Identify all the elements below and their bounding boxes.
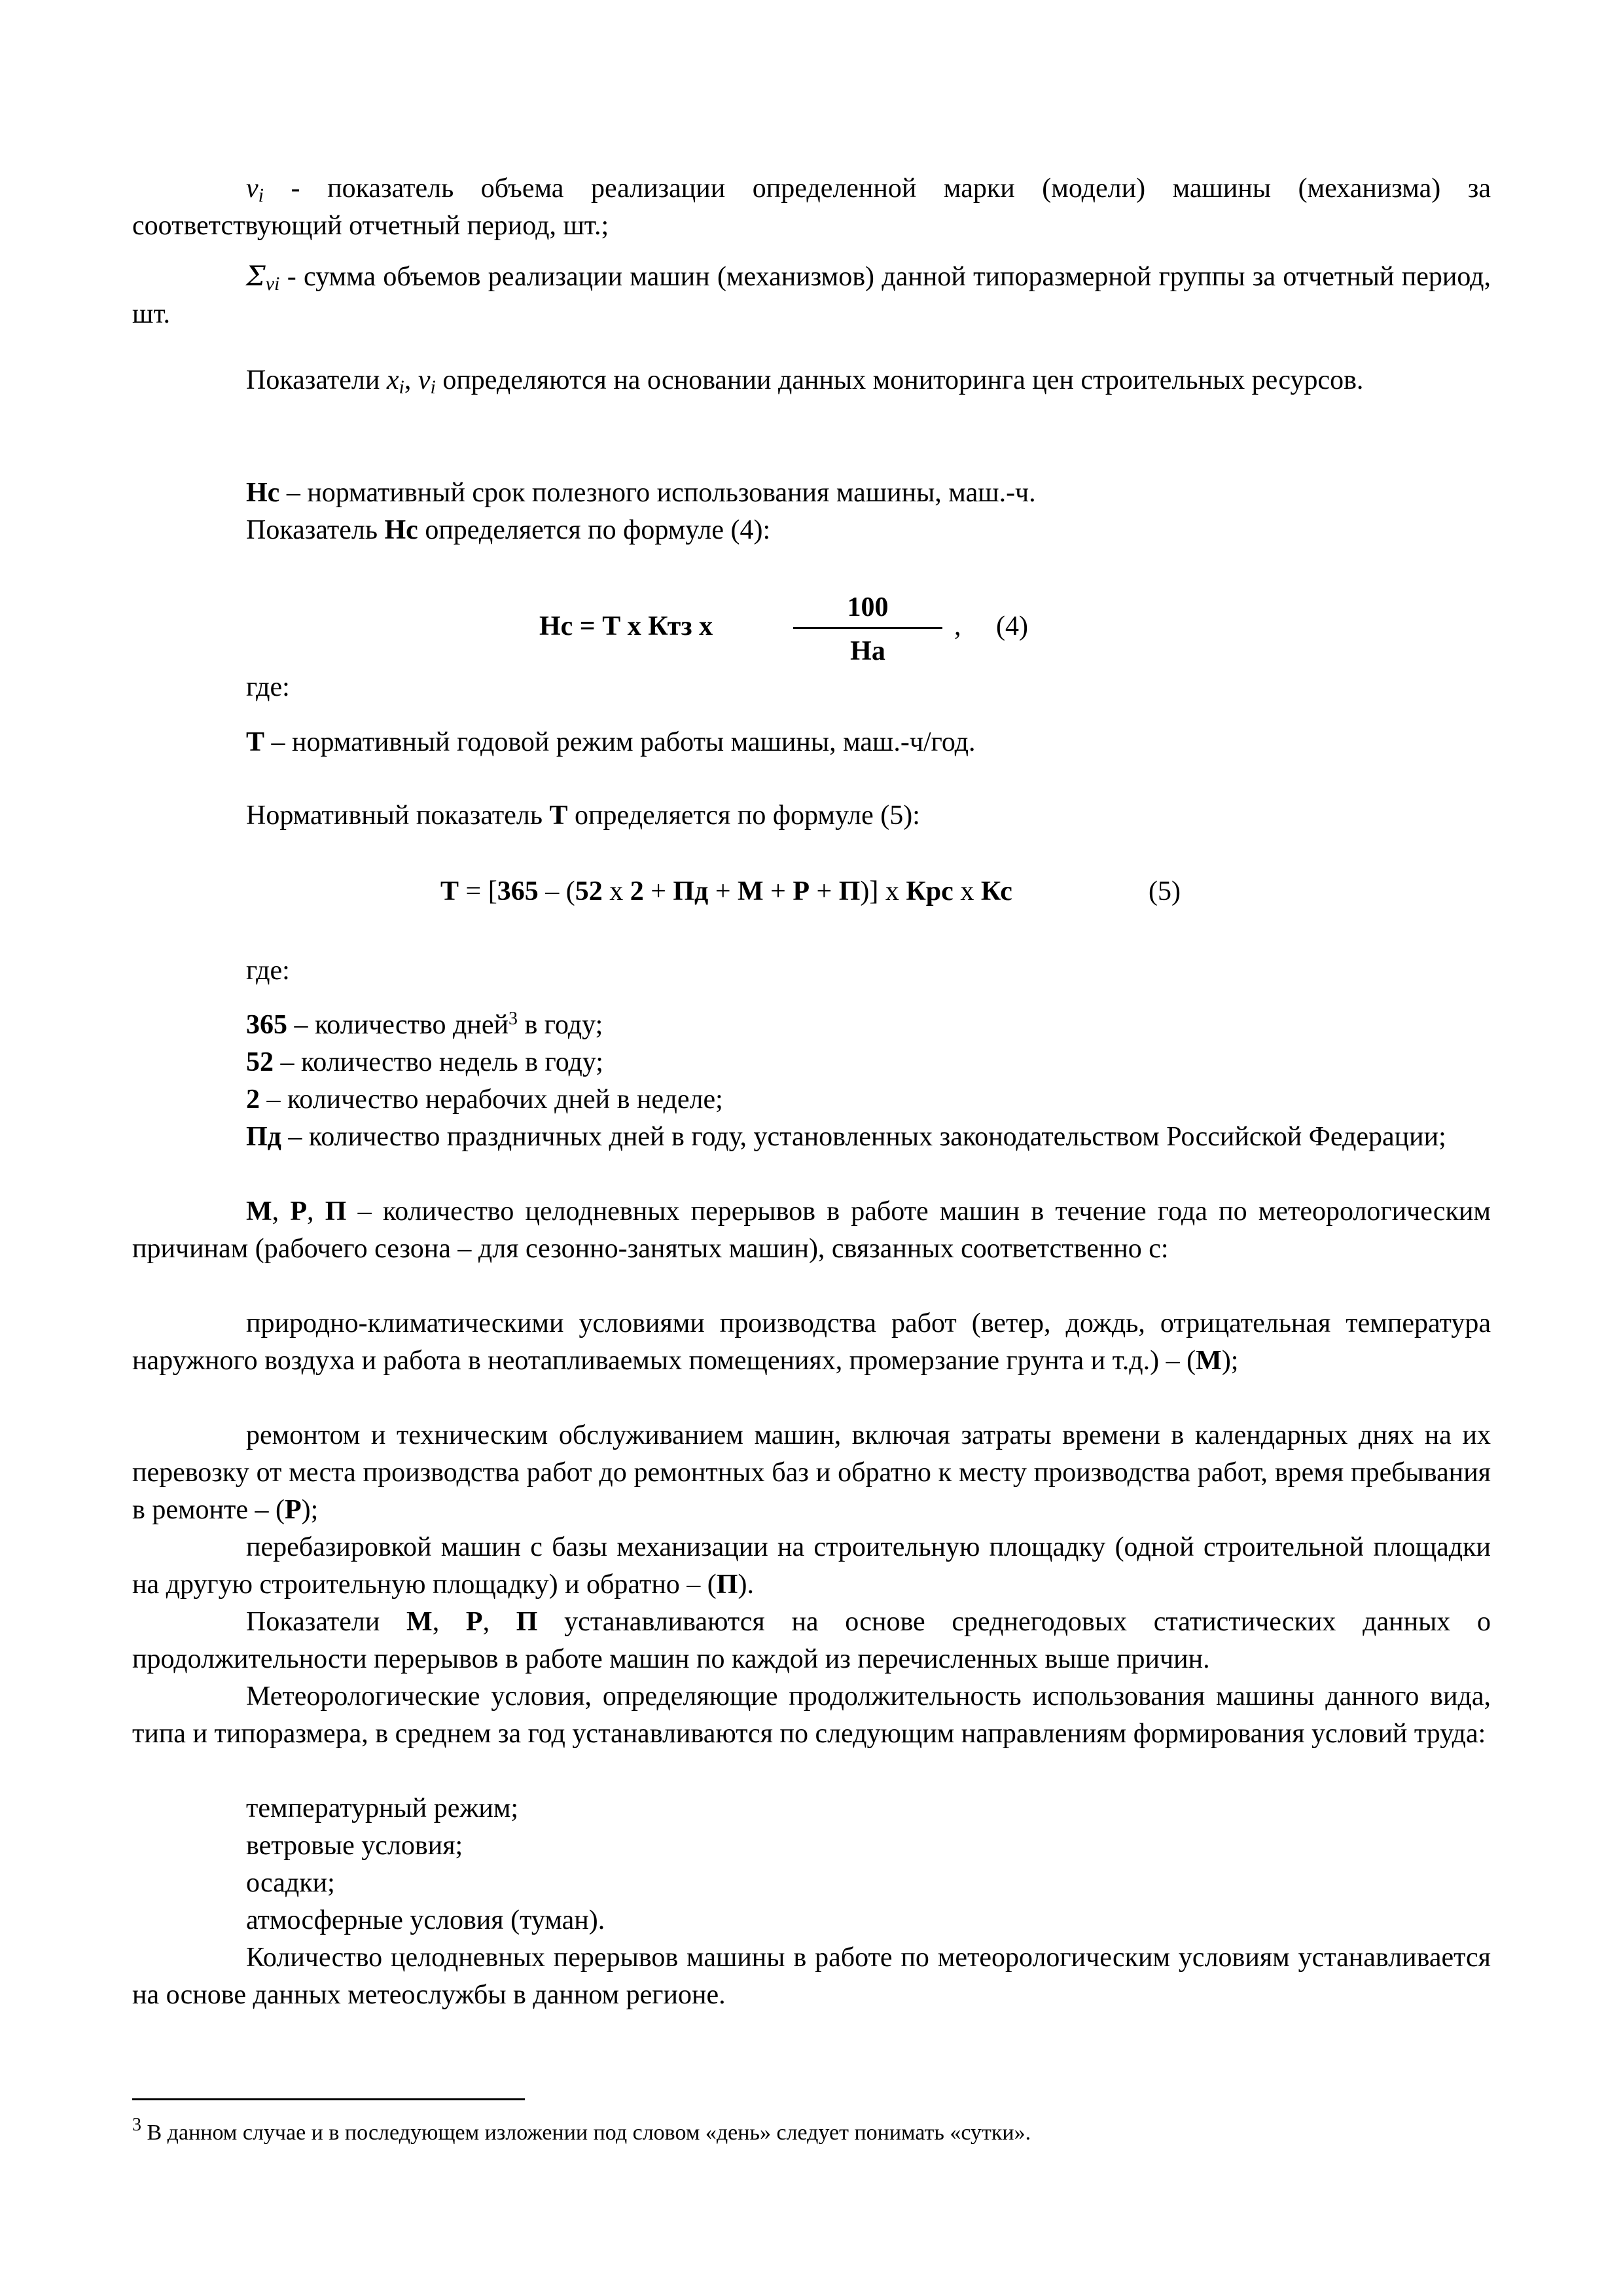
f5-minus: – ( (538, 876, 575, 906)
f5-plus4: + (810, 876, 839, 906)
comma: , (272, 1196, 291, 1227)
sum-subscript: vi (265, 273, 280, 295)
formula-4-lhs: Нс = Т х Ктз х (539, 611, 713, 641)
cause-m-term: М (1196, 1346, 1222, 1376)
sum-definition (132, 257, 1491, 333)
vi-text: - показатель объема реализации определенной марки (модели) машины (механизма) за соответствующий отчетный период, шт.; (132, 173, 1491, 241)
hc-term: Нс (246, 478, 280, 508)
text-365: – количество дней (287, 1010, 508, 1040)
cause-p-term: П (716, 1570, 738, 1600)
list-item-pd (132, 1119, 1491, 1156)
formula-5-number: (5) (1149, 876, 1181, 906)
term-2: 2 (246, 1085, 260, 1115)
term-m: М (406, 1607, 433, 1637)
text-2: – количество нерабочих дней в неделе; (260, 1085, 723, 1115)
t-intro-start: Нормативный показатель (246, 800, 550, 831)
t-intro-term: Т (549, 800, 568, 831)
f5-plus1: + (643, 876, 673, 906)
indicators-comma: , (404, 365, 418, 395)
formula-4-number: (4) (996, 611, 1028, 641)
formula-4-comma: , (954, 611, 961, 641)
meteo-item: температурный режим; (246, 1793, 519, 1823)
mrp-basis (132, 1604, 1491, 1678)
f5-2: 2 (630, 876, 644, 906)
f5-plus3: + (763, 876, 793, 906)
cause-m-close: ); (1221, 1346, 1239, 1376)
f5-t: Т (440, 876, 459, 906)
indicators-paragraph (132, 362, 1491, 399)
vi-subscript: i (258, 185, 264, 206)
list-item-365 (132, 1007, 1491, 1044)
cause-p-close: ). (738, 1570, 754, 1600)
comma: , (432, 1607, 466, 1637)
footnote (132, 2115, 1491, 2148)
where-2: где: (246, 956, 290, 986)
list-item-mrp (132, 1193, 1491, 1268)
f5-times2: х (953, 876, 981, 906)
f5-ks: Кс (980, 876, 1012, 906)
text-365-tail: в году; (517, 1010, 603, 1040)
t-intro-end: определяется по формуле (5): (567, 800, 920, 831)
hc-intro-term: Нс (384, 515, 418, 545)
x-subscript: i (399, 376, 404, 398)
f5-eq: = [ (459, 876, 497, 906)
footnote-mark: 3 (508, 1009, 518, 1029)
list-item-2 (132, 1081, 1491, 1119)
cause-r-term: Р (285, 1495, 302, 1525)
mrp-basis-end: устанавливаются на основе среднегодовых статистических данных о продолжительности перерывов в работе машин по каждой из перечисленных выше причин. (132, 1607, 1491, 1674)
cause-r (132, 1417, 1491, 1529)
f5-krs: Крс (906, 876, 954, 906)
comma: , (482, 1607, 516, 1637)
term-p: П (516, 1607, 538, 1637)
f5-times: х (602, 876, 630, 906)
fraction-bar (793, 627, 942, 629)
hc-intro (132, 512, 1491, 549)
text-52: – количество недель в году; (274, 1047, 603, 1077)
hc-definition (132, 475, 1491, 512)
t-term: Т (246, 727, 265, 757)
f5-r: Р (793, 876, 810, 906)
cause-m-text: природно-климатическими условиями производства работ (ветер, дождь, отрицательная температура наружного воздуха и работа в неотапливаемых помещениях, промерзание грунта и т.д.) – ( (132, 1308, 1491, 1376)
v-subscript: i (430, 376, 436, 398)
term-r: Р (290, 1196, 308, 1227)
term-r: Р (465, 1607, 483, 1637)
footnote-text: В данном случае и в последующем изложении под словом «день» следует понимать «сутки». (141, 2121, 1031, 2145)
hc-intro-start: Показатель (246, 515, 385, 545)
text-pd: – количество праздничных дней в году, установленных законодательством Российской Федерации; (281, 1122, 1446, 1152)
indicators-text-start: Показатели (246, 365, 387, 395)
term-pd: Пд (246, 1122, 281, 1152)
meteo-item: осадки; (246, 1868, 335, 1898)
formula-5 (440, 873, 1012, 910)
meteo-intro: Метеорологические условия, определяющие продолжительность использования машины данного вида, типа и типоразмера, в среднем за год устанавливаются по следующим направлениям формирования условий труда: (132, 1681, 1491, 1749)
x-symbol: x (386, 365, 399, 395)
term-365: 365 (246, 1010, 287, 1040)
f5-365: 365 (497, 876, 539, 906)
cause-r-close: ); (301, 1495, 319, 1525)
term-m: М (246, 1196, 272, 1227)
cause-p-text: перебазировкой машин с базы механизации на строительную площадку (одной строительной площадки на другую строительную площадку) и обратно – ( (132, 1532, 1491, 1600)
where-1: где: (246, 672, 290, 702)
indicators-text-end: определяются на основании данных мониторинга цен строительных ресурсов. (435, 365, 1364, 395)
text-mrp: – количество целодневных перерывов в работе машин в течение года по метеорологическим причинам (рабочего сезона – для сезонно-занятых машин), связанных соответственно с: (132, 1196, 1491, 1264)
formula-4-fraction (793, 589, 942, 670)
sum-symbol: Σ (246, 260, 266, 292)
sum-text: - сумма объемов реализации машин (механизмов) данной типоразмерной группы за отчетный период, шт. (132, 262, 1491, 329)
cause-m (132, 1305, 1491, 1380)
list-item-52 (132, 1044, 1491, 1081)
f5-52: 52 (575, 876, 603, 906)
cause-p (132, 1529, 1491, 1604)
f5-plus2: + (708, 876, 738, 906)
comma: , (307, 1196, 325, 1227)
t-definition (132, 724, 1491, 761)
footnote-number: 3 (132, 2115, 141, 2135)
t-intro (132, 797, 1491, 834)
meteo-item: атмосферные условия (туман). (246, 1905, 605, 1935)
closing-paragraph: Количество целодневных перерывов машины в работе по метеорологическим условиям устанавливается на основе данных метеослужбы в данном регионе. (132, 1943, 1491, 2010)
t-text: – нормативный годовой режим работы машины, маш.-ч/год. (264, 727, 976, 757)
formula-4-denominator: На (850, 636, 885, 666)
formula-4-numerator: 100 (847, 592, 889, 622)
meteo-item: ветровые условия; (246, 1831, 463, 1861)
f5-pd: Пд (673, 876, 709, 906)
cause-r-text: ремонтом и техническим обслуживанием машин, включая затраты времени в календарных днях на их перевозку от места производства работ до ремонтных баз и обратно к месту производства работ, время пребывания в ремонте – ( (132, 1420, 1491, 1525)
hc-intro-end: определяется по формуле (4): (418, 515, 771, 545)
vi-definition (132, 170, 1491, 245)
mrp-basis-start: Показатели (246, 1607, 407, 1637)
term-52: 52 (246, 1047, 274, 1077)
hc-text: – нормативный срок полезного использования машины, маш.-ч. (279, 478, 1036, 508)
f5-m: М (738, 876, 764, 906)
f5-p: П (838, 876, 861, 906)
f5-close: )] х (860, 876, 906, 906)
v-symbol: v (418, 365, 431, 395)
footnote-separator (132, 2098, 525, 2100)
term-p: П (325, 1196, 347, 1227)
vi-symbol: v (246, 173, 259, 204)
